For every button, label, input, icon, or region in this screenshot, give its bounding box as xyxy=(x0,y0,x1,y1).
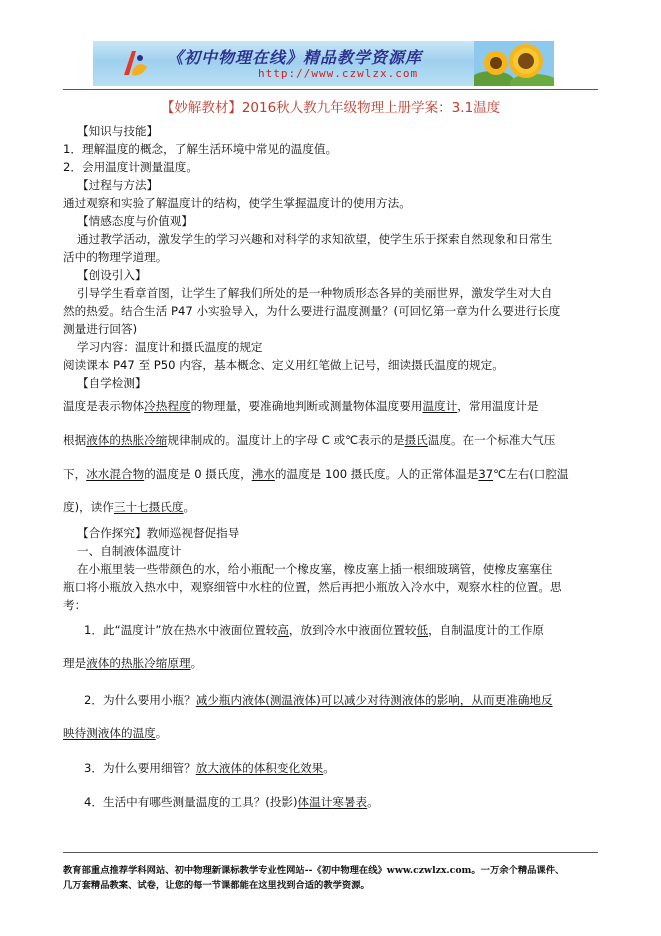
header-banner xyxy=(93,41,554,86)
footer-line-2: 几万套精品教案、试卷，让您的每一节课都能在这里找到合适的教学资源。 xyxy=(63,880,370,891)
answer-blank: 放大液体的体积变化效果 xyxy=(195,761,324,775)
answer-blank: 高 xyxy=(277,623,289,637)
subsection-heading: 一、自制液体温度计 xyxy=(77,544,182,558)
header-rule xyxy=(63,89,598,90)
banner-title: 《初中物理在线》精品教学资源库 xyxy=(167,48,423,67)
answer-blank: 液体的热胀冷缩 xyxy=(86,433,168,447)
emotion-text-1: 通过教学活动，激发学生的学习兴趣和对科学的求知欲望，使学生乐于探索自然现象和日常生 xyxy=(77,232,553,246)
section-process-heading: 【过程与方法】 xyxy=(77,178,159,192)
section-cooperation-heading: 【合作探究】教师巡视督促指导 xyxy=(77,526,240,540)
answer-blank: 沸水 xyxy=(251,467,275,481)
answer-blank: 37 xyxy=(478,467,494,481)
question-3: 3．为什么要用细管？放大液体的体积变化效果。 xyxy=(84,761,335,775)
footer-line-1: 教育部重点推荐学科网站、初中物理新课标教学专业性网站--《初中物理在线》www.czwlzx.com。一万余个精品课件、 xyxy=(63,865,565,876)
intro-text-1: 引导学生看章首图，让学生了解我们所处的是一种物质形态各异的美丽世界，激发学生对大自 xyxy=(77,286,553,300)
knowledge-item-2: 2．会用温度计测量温度。 xyxy=(63,160,198,174)
answer-blank: 液体的热胀冷缩原理 xyxy=(86,656,191,670)
answer-blank: 减少瓶内液体(测温液体)可以减少对待测液体的影响，从而更准确地反 xyxy=(195,693,553,707)
cooperation-text-2: 瓶口将小瓶放入热水中，观察细管中水柱的位置，然后再把小瓶放入冷水中，观察水柱的位置。思 xyxy=(63,580,562,594)
answer-blank: 体温计 xyxy=(297,795,333,809)
emotion-text-2: 活中的物理学道理。 xyxy=(63,250,168,264)
selfcheck-line-3: 下，冰水混合物的温度是 0 摄氏度，沸水的温度是 100 摄氏度。人的正常体温是37℃左右(口腔温 xyxy=(63,467,569,481)
reading-instruction: 阅读课本 P47 至 P50 内容，基本概念、定义用红笔做上记号，细读摄氏温度的规定。 xyxy=(63,358,504,372)
cooperation-text-3: 考： xyxy=(63,598,87,612)
question-1-line-2: 理是液体的热胀冷缩原理。 xyxy=(63,656,203,670)
answer-blank: 冷热程度 xyxy=(144,399,191,413)
section-selfcheck-heading: 【自学检测】 xyxy=(77,376,147,390)
question-4: 4．生活中有哪些测量温度的工具？(投影)体温计寒暑表。 xyxy=(84,795,379,809)
process-text: 通过观察和实验了解温度计的结构，使学生掌握温度计的使用方法。 xyxy=(63,196,411,210)
selfcheck-line-1: 温度是表示物体冷热程度的物理量，要准确地判断或测量物体温度要用温度计，常用温度计是 xyxy=(63,399,539,413)
selfcheck-line-4: 度)，读作三十七摄氏度。 xyxy=(63,500,196,514)
section-emotion-heading: 【情感态度与价值观】 xyxy=(77,214,193,228)
answer-blank: 摄氏 xyxy=(404,433,428,447)
question-2-line-2: 映待测液体的温度。 xyxy=(63,726,168,740)
document-title: 【妙解教材】2016秋人教九年级物理上册学案：3.1温度 xyxy=(160,100,501,116)
question-2-line-1: 2．为什么要用小瓶？减少瓶内液体(测温液体)可以减少对待测液体的影响，从而更准确地反 xyxy=(84,693,553,707)
knowledge-item-1: 1．理解温度的概念，了解生活环境中常见的温度值。 xyxy=(63,142,338,156)
answer-blank: 三十七摄氏度 xyxy=(113,500,184,514)
section-knowledge-heading: 【知识与技能】 xyxy=(77,124,159,138)
answer-blank: 冰水混合物 xyxy=(86,467,145,481)
cooperation-text-1: 在小瓶里装一些带颜色的水，给小瓶配一个橡皮塞，橡皮塞上插一根细玻璃管，使橡皮塞塞住 xyxy=(77,562,553,576)
answer-blank: 映待测液体的温度 xyxy=(63,726,156,740)
banner-url: http://www.czwlzx.com xyxy=(258,67,419,80)
site-logo-icon xyxy=(120,47,150,79)
answer-blank: 温度计 xyxy=(422,399,458,413)
intro-text-3: 测量进行回答) xyxy=(63,322,138,336)
selfcheck-line-2: 根据液体的热胀冷缩规律制成的。温度计上的字母 C 或℃表示的是摄氏温度。在一个标准大气压 xyxy=(63,433,556,447)
section-intro-heading: 【创设引入】 xyxy=(77,268,147,282)
question-1-line-1: 1．此“温度计”放在热水中液面位置较高，放到冷水中液面位置较低，自制温度计的工作原 xyxy=(84,623,545,637)
footer-rule xyxy=(63,852,598,853)
answer-blank: 低 xyxy=(416,623,429,637)
study-content: 学习内容：温度计和摄氏温度的规定 xyxy=(77,340,263,354)
answer-blank: 寒暑表 xyxy=(332,795,368,809)
intro-text-2: 然的热爱。结合生活 P47 小实验导入，为什么要进行温度测量？(可回忆第一章为什么要进行长度 xyxy=(63,304,561,318)
sunflower-icon xyxy=(474,41,554,86)
